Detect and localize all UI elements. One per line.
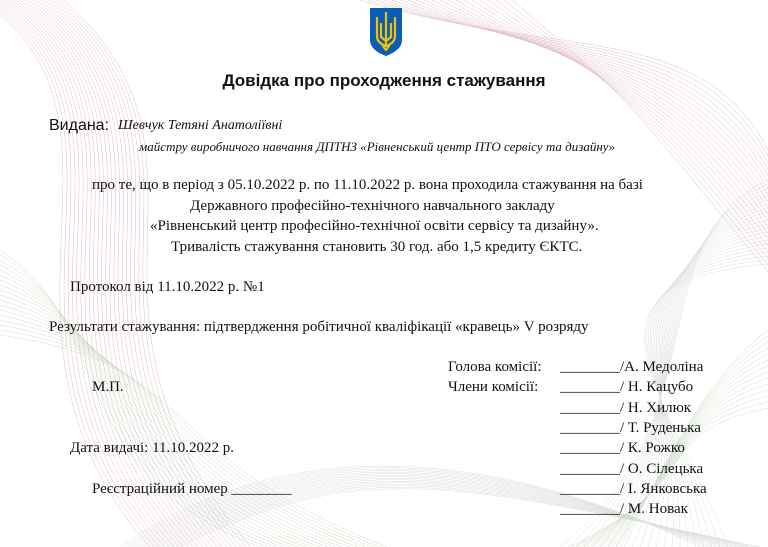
signature-line: ________/ М. Новак	[560, 501, 688, 517]
guilloche-line	[0, 270, 290, 547]
guilloche-line	[0, 315, 358, 547]
commission-head-label: Голова комісії:	[448, 359, 542, 375]
signature-line: ________/А. Медоліна	[560, 359, 704, 375]
recipient-position: майстру виробничого навчання ДПТНЗ «Рівненський центр ПТО сервісу та дизайну»	[139, 139, 616, 154]
signature-line: ________/ І. Янковська	[560, 481, 707, 497]
signature-line: ________/ Т. Руденька	[560, 420, 701, 436]
guilloche-line	[416, 0, 768, 195]
body-line-3: «Рівненський центр професійно-технічної освіти сервісу та дизайну».	[150, 218, 599, 234]
body-line-2: Державного професійно-технічного навчального закладу	[190, 198, 555, 214]
guilloche-line	[0, 330, 380, 547]
coat-of-arms-icon	[368, 6, 404, 58]
signature-line: ________/ Н. Кацубо	[560, 379, 694, 395]
protocol: Протокол від 11.10.2022 р. №1	[70, 279, 265, 295]
guilloche-line	[424, 0, 768, 201]
registration-number: Реєстраційний номер ________	[92, 481, 292, 497]
body-line-4: Тривалість стажування становить 30 год. або 1,5 кредиту ЄКТС.	[171, 239, 583, 255]
stamp-label: М.П.	[92, 379, 124, 395]
signature-line: ________/ Н. Хилюк	[560, 400, 692, 416]
signature-line: ________/ О. Сілецька	[560, 461, 704, 477]
signature-line: ________/ К. Рожко	[560, 440, 685, 456]
results: Результати стажування: підтвердження робітичної кваліфікації «кравець» V розряду	[49, 319, 589, 335]
body-line-1: про те, що в період з 05.10.2022 р. по 11.10.2022 р. вона проходила стажування на базі	[92, 177, 643, 193]
guilloche-line	[0, 255, 268, 547]
issue-date: Дата видачі: 11.10.2022 р.	[70, 440, 235, 456]
document-title: Довідка про проходження стажування	[222, 71, 546, 90]
commission-members-label: Члени комісії:	[448, 379, 539, 395]
issued-label: Видана:	[49, 117, 110, 134]
guilloche-line	[0, 320, 365, 547]
recipient-name: Шевчук Тетяні Анатоліївні	[118, 118, 283, 133]
